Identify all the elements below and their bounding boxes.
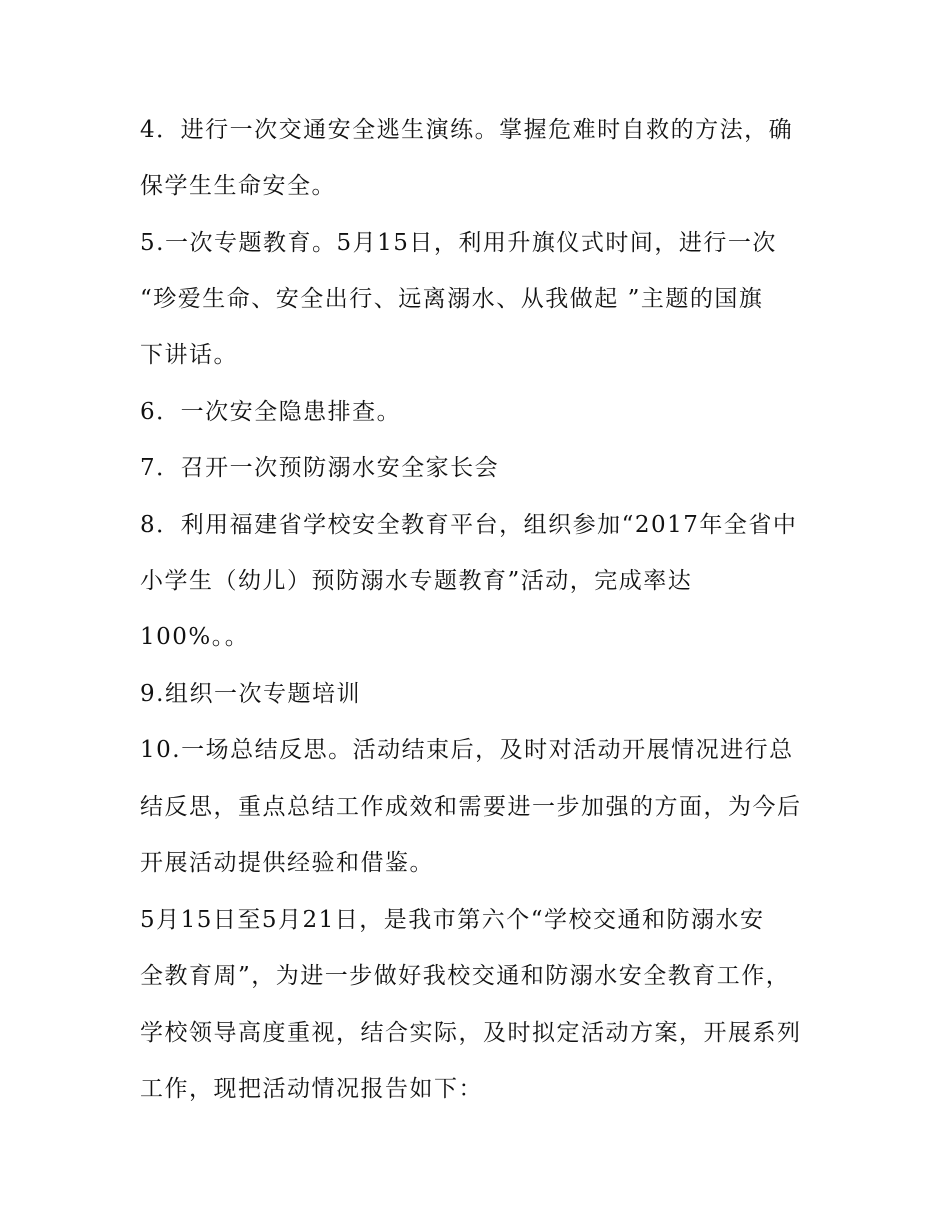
text-line-item-8: 8．利用福建省学校安全教育平台，组织参加“2017年全省中 xyxy=(140,512,798,538)
text-line-item-10: 10.一场总结反思。活动结束后，及时对活动开展情况进行总 xyxy=(140,737,794,763)
text-line-item-5-cont: “珍爱生命、安全出行、远离溺水、从我做起 ”主题的国旗 xyxy=(140,286,764,312)
text-line-item-5-cont-2: 下讲话。 xyxy=(140,342,238,368)
text-line-item-8-cont: 小学生（幼儿）预防溺水专题教育”活动，完成率达 xyxy=(140,568,693,594)
text-line-item-10-cont-2: 开展活动提供经验和借鉴。 xyxy=(140,850,434,876)
text-line-paragraph-cont-3: 工作，现把活动情况报告如下： xyxy=(140,1076,483,1102)
text-line-item-4: 4．进行一次交通安全逃生演练。掌握危难时自救的方法，确 xyxy=(140,117,794,143)
text-line-paragraph-cont-2: 学校领导高度重视，结合实际，及时拟定活动方案，开展系列 xyxy=(140,1020,802,1046)
text-line-item-6: 6．一次安全隐患排查。 xyxy=(140,399,402,425)
text-line-item-5: 5.一次专题教育。5月15日，利用升旗仪式时间，进行一次 xyxy=(140,230,777,256)
text-line-item-7: 7．召开一次预防溺水安全家长会 xyxy=(140,455,500,481)
text-line-paragraph-cont: 全教育周”，为进一步做好我校交通和防溺水安全教育工作， xyxy=(140,963,791,989)
text-line-item-10-cont: 结反思，重点总结工作成效和需要进一步加强的方面，为今后 xyxy=(140,794,802,820)
text-line-item-8-cont-2: 100%。。 xyxy=(140,624,250,650)
text-line-item-4-cont: 保学生生命安全。 xyxy=(140,173,336,199)
text-line-item-9: 9.组织一次专题培训 xyxy=(140,681,361,707)
text-line-paragraph: 5月15日至5月21日，是我市第六个“学校交通和防溺水安 xyxy=(140,907,765,933)
